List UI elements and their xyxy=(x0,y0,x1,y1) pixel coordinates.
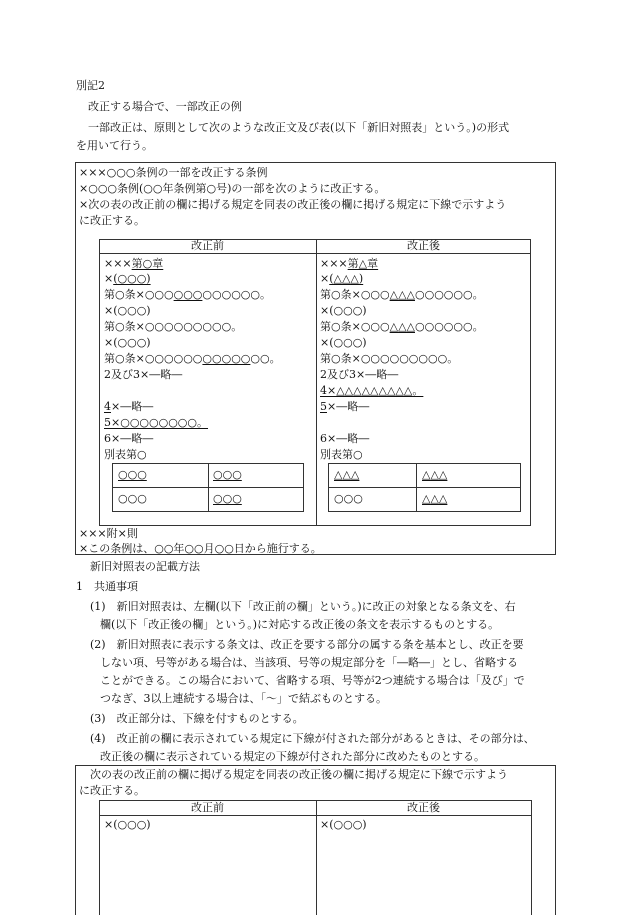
section-heading: 1 共通事項 xyxy=(76,580,138,593)
method-title: 新旧対照表の記載方法 xyxy=(90,560,200,573)
item-text: (3) 改正部分は、下線を付すものとする。 xyxy=(90,712,304,725)
intro-line: を用いて行う。 xyxy=(76,139,153,152)
item-text: (4) 改正前の欄に表示されている規定に下線が付された部分があるときは、その部分は、 xyxy=(90,732,535,745)
table-line: 別表第○ xyxy=(104,448,147,461)
box-text-line: に改正する。 xyxy=(79,784,145,797)
table-line: 5×―略― xyxy=(320,400,370,413)
table-line: ×(○○○) xyxy=(104,304,151,317)
table-line: ×(○○○) xyxy=(104,272,151,285)
inner-table-cell: ○○○ xyxy=(118,468,147,481)
table-line: ×(○○○) xyxy=(320,818,367,831)
table-line: ×(△△△) xyxy=(320,272,364,285)
table-line: 2及び3×―略― xyxy=(320,368,399,381)
intro-line: 一部改正は、原則として次のような改正文及び表(以下「新旧対照表」という。)の形式 xyxy=(88,121,510,134)
section-subtitle: 改正する場合で、一部改正の例 xyxy=(88,100,242,113)
inner-table-cell: ○○○ xyxy=(118,492,147,505)
effective-date-line: ×この条例は、○○年○○月○○日から施行する。 xyxy=(79,542,322,555)
table-line: 4×△△△△△△△△△。 xyxy=(320,384,424,397)
table-line: 別表第○ xyxy=(320,448,363,461)
table-line: 第○条×○○○○○○○○○○○○。 xyxy=(104,288,271,301)
ordinance-title: ×××○○○条例の一部を改正する条例 xyxy=(79,166,268,179)
inner-table-cell: △△△ xyxy=(422,468,448,481)
box-text-line: 次の表の改正前の欄に掲げる規定を同表の改正後の欄に掲げる規定に下線で示すよう xyxy=(90,768,508,781)
item-text: しない項、号等がある場合は、当該項、号等の規定部分を「―略―」とし、省略する xyxy=(100,656,518,669)
table-line: ×(○○○) xyxy=(104,818,151,831)
supplementary-provision-title: ×××附×則 xyxy=(79,527,138,540)
item-text: (1) 新旧対照表は、左欄(以下「改正前の欄」という。)に改正の対象となる条文を、右 xyxy=(90,600,516,613)
table-line: 2及び3×―略― xyxy=(104,368,183,381)
table-line: 5×○○○○○○○○。 xyxy=(104,416,209,429)
item-text: 欄(以下「改正後の欄」という。)に対応する改正後の条文を表示するものとする。 xyxy=(100,618,500,631)
table-line: ×(○○○) xyxy=(104,336,151,349)
box-text-line: に改正する。 xyxy=(79,214,145,227)
item-text: つなぎ、3以上連続する場合は、「～」で結ぶものとする。 xyxy=(100,692,388,705)
inner-table-cell: ○○○ xyxy=(213,468,242,481)
column-header-after: 改正後 xyxy=(407,239,440,252)
box-text-line: ×次の表の改正前の欄に掲げる規定を同表の改正後の欄に掲げる規定に下線で示すよう xyxy=(79,198,507,211)
table-line: 第○条×○○○○○○○○○○○○○。 xyxy=(104,352,281,365)
table-line: 6×―略― xyxy=(104,432,154,445)
table-line: 第○条×○○○△△△○○○○○○。 xyxy=(320,320,484,333)
table-line: ×××第△章 xyxy=(320,257,379,270)
table-line: ×××第○章 xyxy=(104,257,164,270)
column-header-before: 改正前 xyxy=(191,801,224,814)
table-line: 4×―略― xyxy=(104,400,154,413)
box-text-line: ×○○○条例(○○年条例第○号)の一部を次のように改正する。 xyxy=(79,182,386,195)
table-line: ×(○○○) xyxy=(320,304,367,317)
column-header-after: 改正後 xyxy=(407,801,440,814)
inner-table-cell: ○○○ xyxy=(213,492,242,505)
table-line: 6×―略― xyxy=(320,432,370,445)
table-line: ×(○○○) xyxy=(320,336,367,349)
inner-table-cell: ○○○ xyxy=(334,492,363,505)
annex-label: 別記2 xyxy=(76,79,105,92)
item-text: ことができる。この場合において、省略する項、号等が2つ連続する場合は「及び」で xyxy=(100,674,525,687)
item-text: (2) 新旧対照表に表示する条文は、改正を要する部分の属する条を基本とし、改正を要 xyxy=(90,638,524,651)
table-line: 第○条×○○○○○○○○○。 xyxy=(104,320,243,333)
table-line: 第○条×○○○○○○○○○。 xyxy=(320,352,459,365)
table-line: 第○条×○○○△△△○○○○○○。 xyxy=(320,288,484,301)
column-header-before: 改正前 xyxy=(191,239,224,252)
inner-table-cell: △△△ xyxy=(334,468,360,481)
item-text: 改正後の欄に表示されている規定の下線が付された部分に改めたものとする。 xyxy=(100,750,485,763)
inner-table-cell: △△△ xyxy=(422,492,448,505)
example-box-2 xyxy=(75,765,556,766)
